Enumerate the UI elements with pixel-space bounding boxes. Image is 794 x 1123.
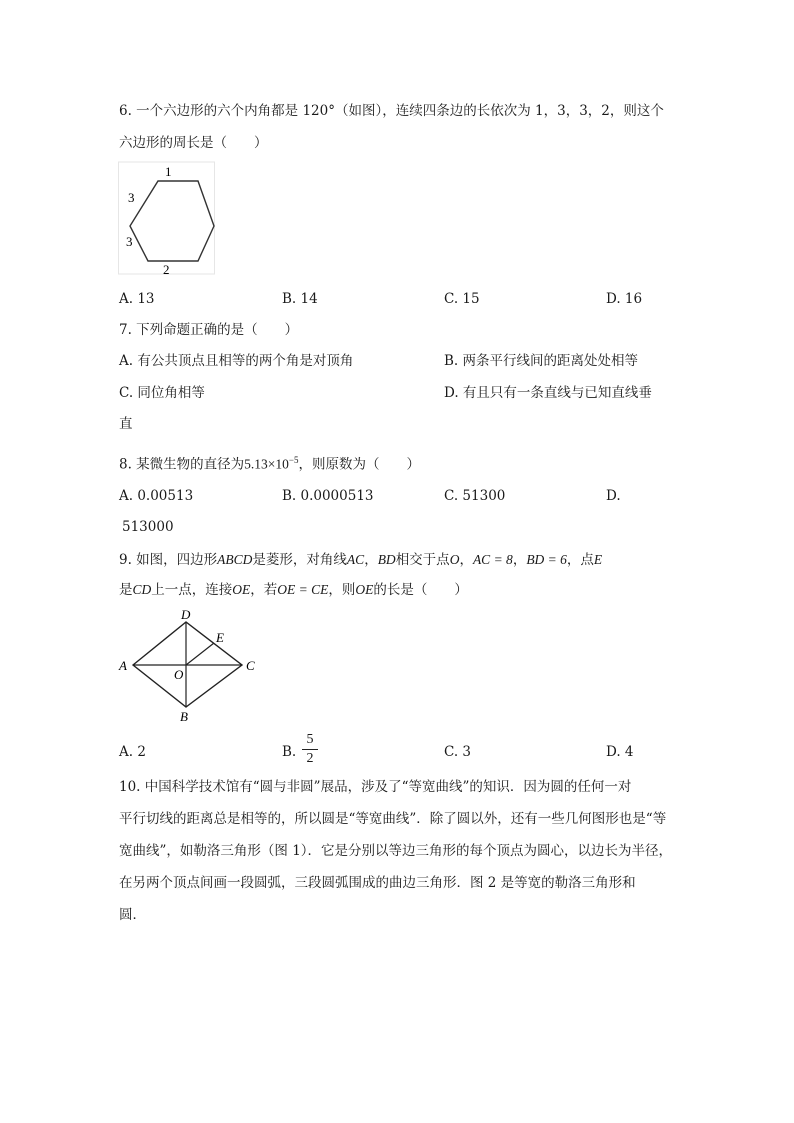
vertex-label-b: B: [180, 709, 188, 724]
vertex-label-o: O: [174, 667, 184, 682]
q10-line-5: 圆．: [119, 907, 146, 923]
vertex-label-c: C: [246, 658, 255, 673]
hexagon-label-bottom: 2: [163, 262, 170, 276]
q10-line-3: 宽曲线”，如勒洛三角形（图 1）．它是分别以等边三角形的每个顶点为圆心，以边长为半径，: [119, 843, 673, 859]
q8-option-c: C. 51300: [444, 488, 506, 504]
q9-option-b-fraction: [302, 732, 318, 767]
fraction-bar: [302, 749, 318, 750]
q9-text: ，: [364, 552, 378, 568]
q9-text: 相交于点: [395, 552, 450, 568]
q9-math-cd: CD: [132, 582, 152, 597]
q9-math-oe: OE: [232, 582, 251, 597]
q9-stem-line1: [119, 551, 602, 569]
q9-math-bd-eq: BD = 6: [526, 552, 567, 567]
q6-option-c: C. 15: [444, 291, 480, 307]
q9-math-abcd: ABCD: [217, 552, 253, 567]
q9-text: ，若: [250, 582, 278, 598]
q9-math-oe-eq-ce: OE = CE: [277, 582, 329, 597]
q9-text: ，点: [566, 552, 594, 568]
vertex-label-d: D: [181, 607, 191, 622]
q9-option-c: C. 3: [444, 744, 472, 760]
q7-stem: 7. 下列命题正确的是（ ）: [119, 322, 299, 338]
vertex-label-a: A: [119, 658, 127, 673]
q8-stem-prefix: 8. 某微生物的直径为: [119, 456, 245, 473]
q7-option-d-wrap: 直: [119, 416, 133, 432]
q8-stem: [119, 451, 420, 474]
q9-option-d: D. 4: [606, 744, 634, 760]
segment-oe: [186, 643, 214, 665]
q9-math-e: E: [593, 552, 603, 567]
q10-line-2: 平行切线的距离总是相等的，所以圆是“等宽曲线”．除了圆以外，还有一些几何图形也是“等: [119, 811, 667, 827]
q9-text: ，: [459, 552, 473, 568]
q9-rhombus-figure: [116, 606, 266, 726]
q8-base: 5.13×10: [244, 456, 289, 472]
q6-option-d: D. 16: [606, 291, 643, 307]
q8-option-d: D.: [606, 488, 621, 504]
q9-math-bd: BD: [377, 552, 396, 567]
q8-option-a: A. 0.00513: [119, 488, 194, 504]
q8-option-d-wrap: 513000: [122, 519, 174, 535]
q6-option-a: A. 13: [119, 291, 155, 307]
q6-option-b: B. 14: [282, 291, 318, 307]
vertex-label-e: E: [216, 630, 224, 645]
q9-math-o: O: [449, 552, 460, 567]
q9-option-b: B.: [282, 744, 297, 760]
q9-stem-line2: [119, 581, 468, 599]
q6-stem-line1: 6. 一个六边形的六个内角都是 120°（如图），连续四条边的长依次为 1，3，3，2，则这个: [119, 103, 664, 119]
fraction-denominator: 2: [306, 751, 314, 766]
q8-stem-suffix: ，则原数为（ ）: [298, 456, 420, 473]
q9-math-ac: AC: [346, 552, 365, 567]
hexagon-label-top: 1: [165, 164, 172, 179]
q9-option-a: A. 2: [119, 744, 146, 760]
q6-stem-line2: 六边形的周长是（ ）: [119, 135, 268, 151]
hexagon-shape: [130, 181, 214, 261]
q10-line-4: 在另两个顶点间画一段圆弧，三段圆弧围成的曲边三角形．图 2 是等宽的勒洛三角形和: [119, 875, 636, 891]
q7-option-a: A. 有公共顶点且相等的两个角是对顶角: [119, 353, 354, 369]
q8-exponent: −5: [288, 455, 299, 465]
q7-option-b: B. 两条平行线间的距离处处相等: [444, 353, 639, 369]
q9-text: 是: [119, 582, 133, 598]
q8-option-b: B. 0.0000513: [282, 488, 374, 504]
fraction-numerator: 5: [306, 732, 314, 747]
q9-text: ，则: [328, 582, 356, 598]
q7-option-d: D. 有且只有一条直线与已知直线垂: [444, 385, 652, 401]
q9-text: 是菱形，对角线: [252, 552, 347, 568]
q9-text: 的长是（ ）: [373, 582, 468, 598]
hexagon-label-lower-left: 3: [126, 234, 133, 249]
q6-hexagon-figure: [118, 160, 218, 276]
q9-math-oe: OE: [355, 582, 374, 597]
hexagon-label-upper-left: 3: [128, 190, 135, 205]
q9-text: ，: [512, 552, 527, 568]
q9-text: 上一点，连接: [151, 582, 233, 598]
q10-line-1: 10. 中国科学技术馆有“圆与非圆”展品，涉及了“等宽曲线”的知识．因为圆的任何一对: [119, 779, 632, 795]
q9-text: 9. 如图，四边形: [119, 552, 218, 568]
q9-math-ac-eq: AC = 8: [472, 552, 513, 567]
q7-option-c: C. 同位角相等: [119, 385, 205, 401]
